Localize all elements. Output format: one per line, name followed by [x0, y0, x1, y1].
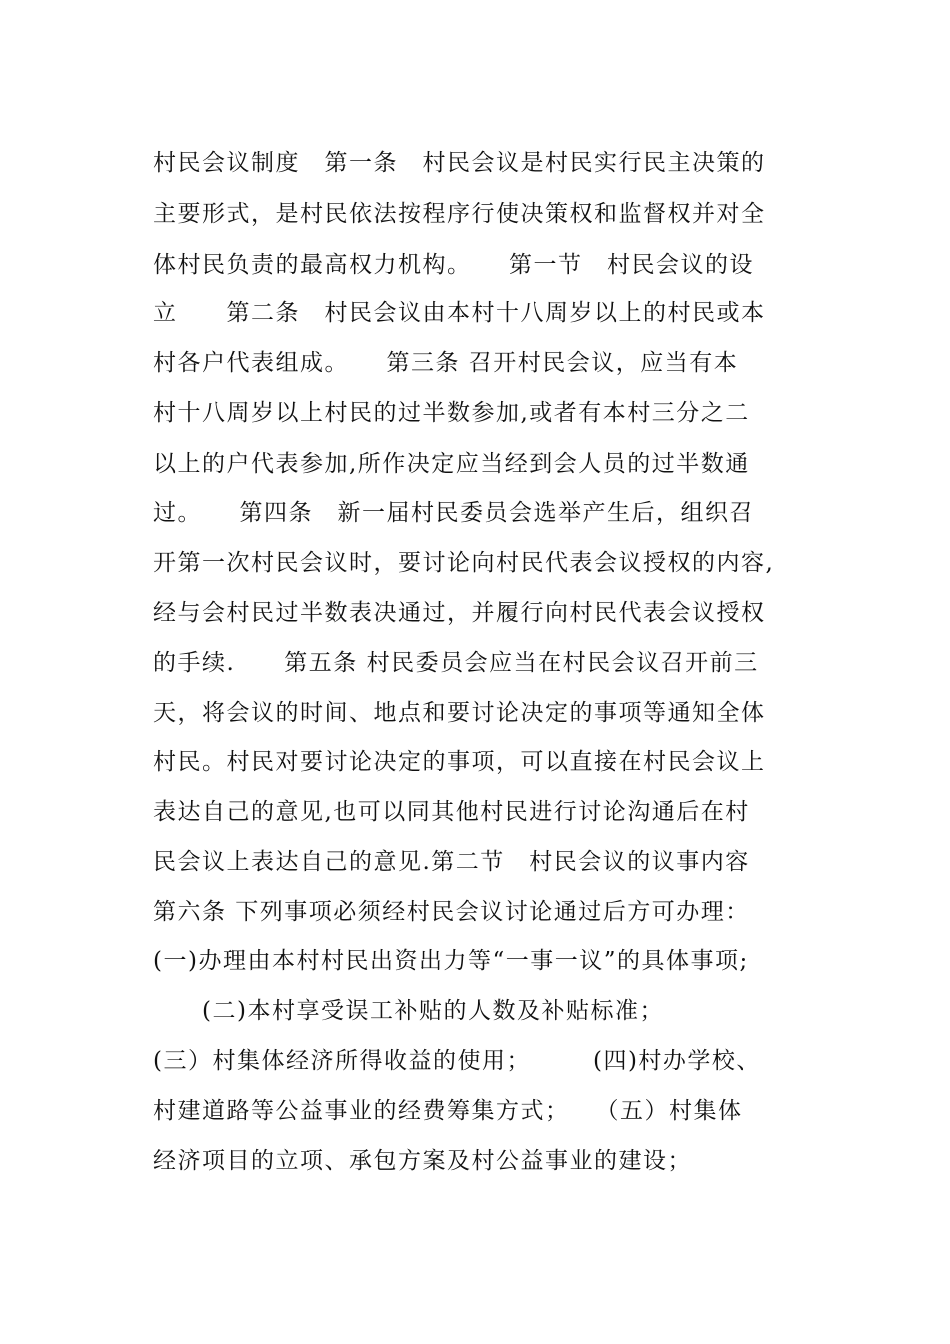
- text-line-2: 主要形式，是村民依法按程序行使决策权和监督权并对全: [153, 201, 766, 227]
- text-line-21: 经济项目的立项、承包方案及村公益事业的建设；: [153, 1148, 692, 1174]
- text-line-5: 村各户代表组成。 第三条 召开村民会议，应当有本: [153, 350, 739, 376]
- text-line-7: 以上的户代表参加,所作决定应当经到会人员的过半数通: [153, 451, 750, 477]
- text-line-8: 过。 第四条 新一届村民委员会选举产生后，组织召: [153, 500, 754, 526]
- text-line-9: 开第一次村民会议时，要讨论向村民代表会议授权的内容,: [153, 550, 775, 576]
- text-line-20: 村建道路等公益事业的经费筹集方式； （五）村集体: [153, 1098, 743, 1124]
- text-line-11: 的手续. 第五条 村民委员会应当在村民会议召开前三: [153, 650, 759, 676]
- text-line-3: 体村民负责的最高权力机构。 第一节 村民会议的设: [153, 252, 754, 278]
- text-line-4: 立 第二条 村民会议由本村十八周岁以上的村民或本: [153, 300, 766, 326]
- text-line-13: 村民。村民对要讨论决定的事项，可以直接在村民会议上: [153, 749, 766, 775]
- text-line-1: 村民会议制度 第一条 村民会议是村民实行民主决策的: [153, 150, 766, 176]
- text-line-6: 村十八周岁以上村民的过半数参加,或者有本村三分之二: [153, 400, 750, 426]
- text-line-14: 表达自己的意见,也可以同其他村民进行讨论沟通后在村: [153, 799, 750, 825]
- text-line-17: (一)办理由本村村民出资出力等“一事一议”的具体事项;: [153, 948, 749, 974]
- text-line-15: 民会议上表达自己的意见.第二节 村民会议的议事内容: [153, 849, 750, 875]
- text-line-18: (二)本村享受误工补贴的人数及补贴标准；: [153, 998, 664, 1024]
- text-line-12: 天，将会议的时间、地点和要讨论决定的事项等通知全体: [153, 700, 766, 726]
- text-line-16: 第六条 下列事项必须经村民会议讨论通过后方可办理：: [153, 899, 750, 925]
- text-line-10: 经与会村民过半数表决通过，并履行向村民代表会议授权: [153, 600, 766, 626]
- text-line-19: (三）村集体经济所得收益的使用； (四)村办学校、: [153, 1048, 761, 1074]
